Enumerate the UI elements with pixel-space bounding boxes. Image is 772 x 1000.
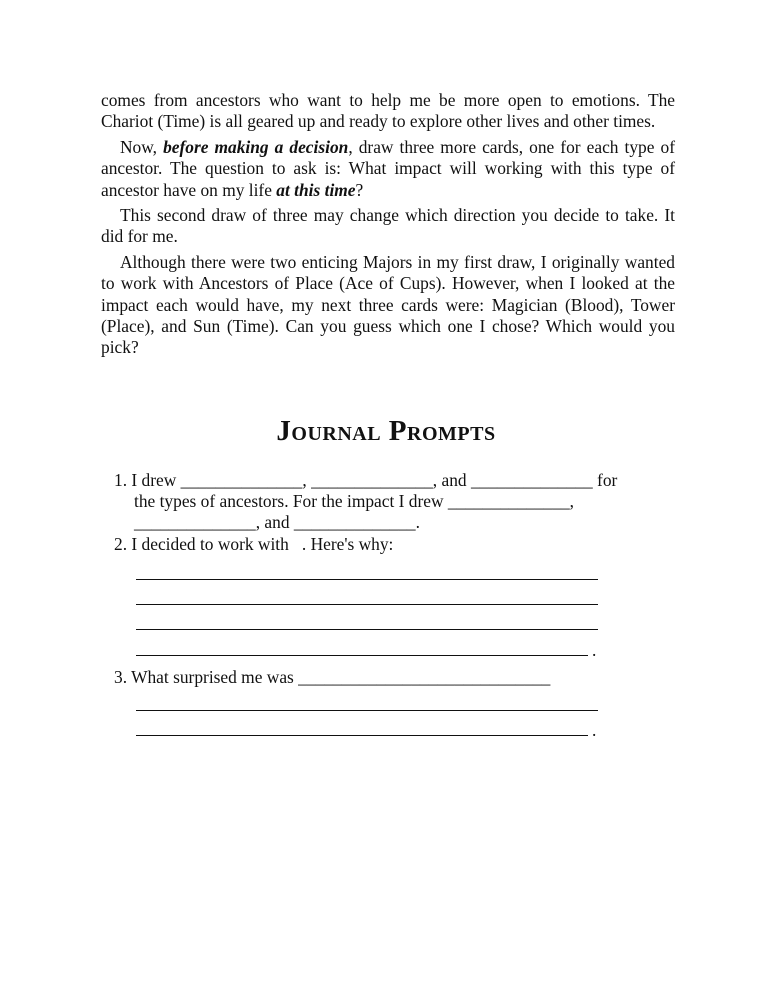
section-heading: Journal Prompts bbox=[276, 415, 496, 447]
prompt-1-line-1: 1. I drew ______________, ______________, and ______________ for bbox=[114, 470, 618, 490]
prompt-1-line-2: the types of ancestors. For the impact I drew ______________, bbox=[134, 491, 574, 511]
prompt-2-line-1: 2. I decided to work with . Here's why: bbox=[114, 534, 394, 554]
writing-line[interactable] bbox=[136, 655, 588, 656]
prompt-3-line-1: 3. What surprised me was _____________________________ bbox=[114, 667, 551, 687]
prompt-1-line-3: ______________, and ______________. bbox=[134, 512, 420, 532]
paragraph-2-emphasis-2: at this time bbox=[276, 179, 356, 200]
paragraph-2-emphasis-1: before making a decision bbox=[163, 136, 349, 157]
paragraph-1: comes from ancestors who want to help me be more open to emotions. The Chariot (Time) is all geared up and ready to explore other lives and other times. bbox=[101, 90, 675, 132]
line-end-period: . bbox=[592, 720, 597, 740]
writing-line[interactable] bbox=[136, 579, 598, 580]
body-text bbox=[101, 90, 675, 359]
paragraph-3: This second draw of three may change which direction you decide to take. It did for me. bbox=[101, 205, 675, 247]
writing-line[interactable] bbox=[136, 629, 598, 630]
paragraph-2 bbox=[101, 137, 675, 201]
writing-line[interactable] bbox=[136, 710, 598, 711]
heading-container bbox=[0, 415, 772, 448]
line-end-period: . bbox=[592, 640, 597, 660]
paragraph-2-text-c: , draw three more cards, one for each type of ancestor. The question to ask is: What impact will working with this type of ancestor have on my life bbox=[101, 136, 675, 200]
paragraph-2-text-e: ? bbox=[355, 179, 364, 200]
writing-line[interactable] bbox=[136, 604, 598, 605]
paragraph-2-text-a: Now, bbox=[120, 136, 164, 157]
paragraph-4: Although there were two enticing Majors in my first draw, I originally wanted to work with Ancestors of Place (Ace of Cups). However, when I looked at the impact each would have, my next three cards were: Magician (Blood), Tower (Place), and Sun (Time). Can you guess which one I chose? Which would you pick? bbox=[101, 251, 675, 358]
writing-line[interactable] bbox=[136, 735, 588, 736]
